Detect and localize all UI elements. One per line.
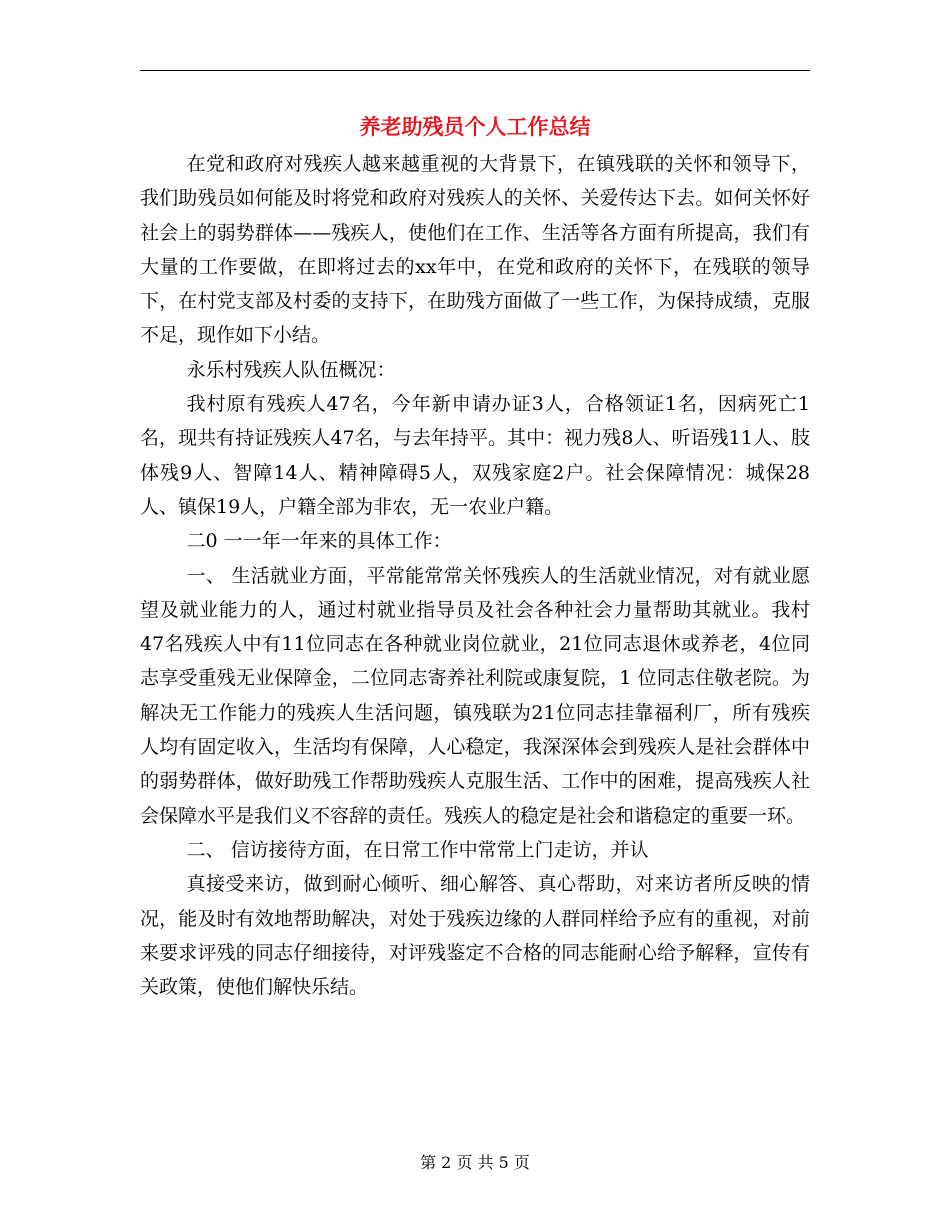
header-rule <box>140 70 810 71</box>
section-heading-work: 二0 一一年一年来的具体工作： <box>186 530 452 553</box>
document-body <box>140 147 810 1004</box>
overview-paragraph: 我村原有残疾人47名，今年新申请办证3人，合格领证1名，因病死亡1 名，现共有持证残疾人47名，与去年持平。其中：视力残8人、听语残11人、肢体残9人、智障14人、精神障碍5人，双残家庭2户。社会保障情况：城保28人、镇保19人，户籍全部为非农，无一农业户籍。 <box>140 393 810 518</box>
employment-paragraph: 一、 生活就业方面，平常能常常关怀残疾人的生活就业情况，对有就业愿望及就业能力的人，通过村就业指导员及社会各种社会力量帮助其就业。我村47名残疾人中有11位同志在各种就业岗位就业，21位同志退休或养老，4位同志享受重残无业保障金，二位同志寄养社利院或康复院，1 位同志住敬老院。为解决无工作能力的残疾人生活问题，镇残联为21位同志挂靠福利厂，所有残疾人均有固定收入，生活均有保障，人心稳定，我深深体会到残疾人是社会群体中的弱势群体，做好助残工作帮助残疾人克服生活、工作中的困难，提高残疾人社会保障水平是我们义不容辞的责任。残疾人的稳定是社会和谐稳定的重要一环。 <box>140 564 810 827</box>
document-title: 养老助残员个人工作总结 <box>359 114 591 139</box>
intro-paragraph: 在党和政府对残疾人越来越重视的大背景下，在镇残联的关怀和领导下，我们助残员如何能及时将党和政府对残疾人的关怀、关爱传达下去。如何关怀好社会上的弱势群体——残疾人，使他们在工作、生活等各方面有所提高，我们有大量的工作要做，在即将过去的xx年中，在党和政府的关怀下，在残联的领导下，在村党支部及村委的支持下，在助残方面做了一些工作，为保持成绩，克服不足，现作如下小结。 <box>140 153 810 347</box>
petition-paragraph-continued: 真接受来访，做到耐心倾听、细心解答、真心帮助，对来访者所反映的情况，能及时有效地帮助解决，对处于残疾边缘的人群同样给予应有的重视，对前来要求评残的同志仔细接待，对评残鉴定不合格的同志能耐心给予解释，宣传有关政策，使他们解快乐结。 <box>140 873 810 999</box>
section-heading-overview: 永乐村残疾人队伍概况： <box>186 358 396 381</box>
page-number-footer: 第 2 页 共 5 页 <box>420 1153 530 1172</box>
petition-paragraph-start: 二、 信访接待方面，在日常工作中常常上门走访，并认 <box>186 838 649 861</box>
